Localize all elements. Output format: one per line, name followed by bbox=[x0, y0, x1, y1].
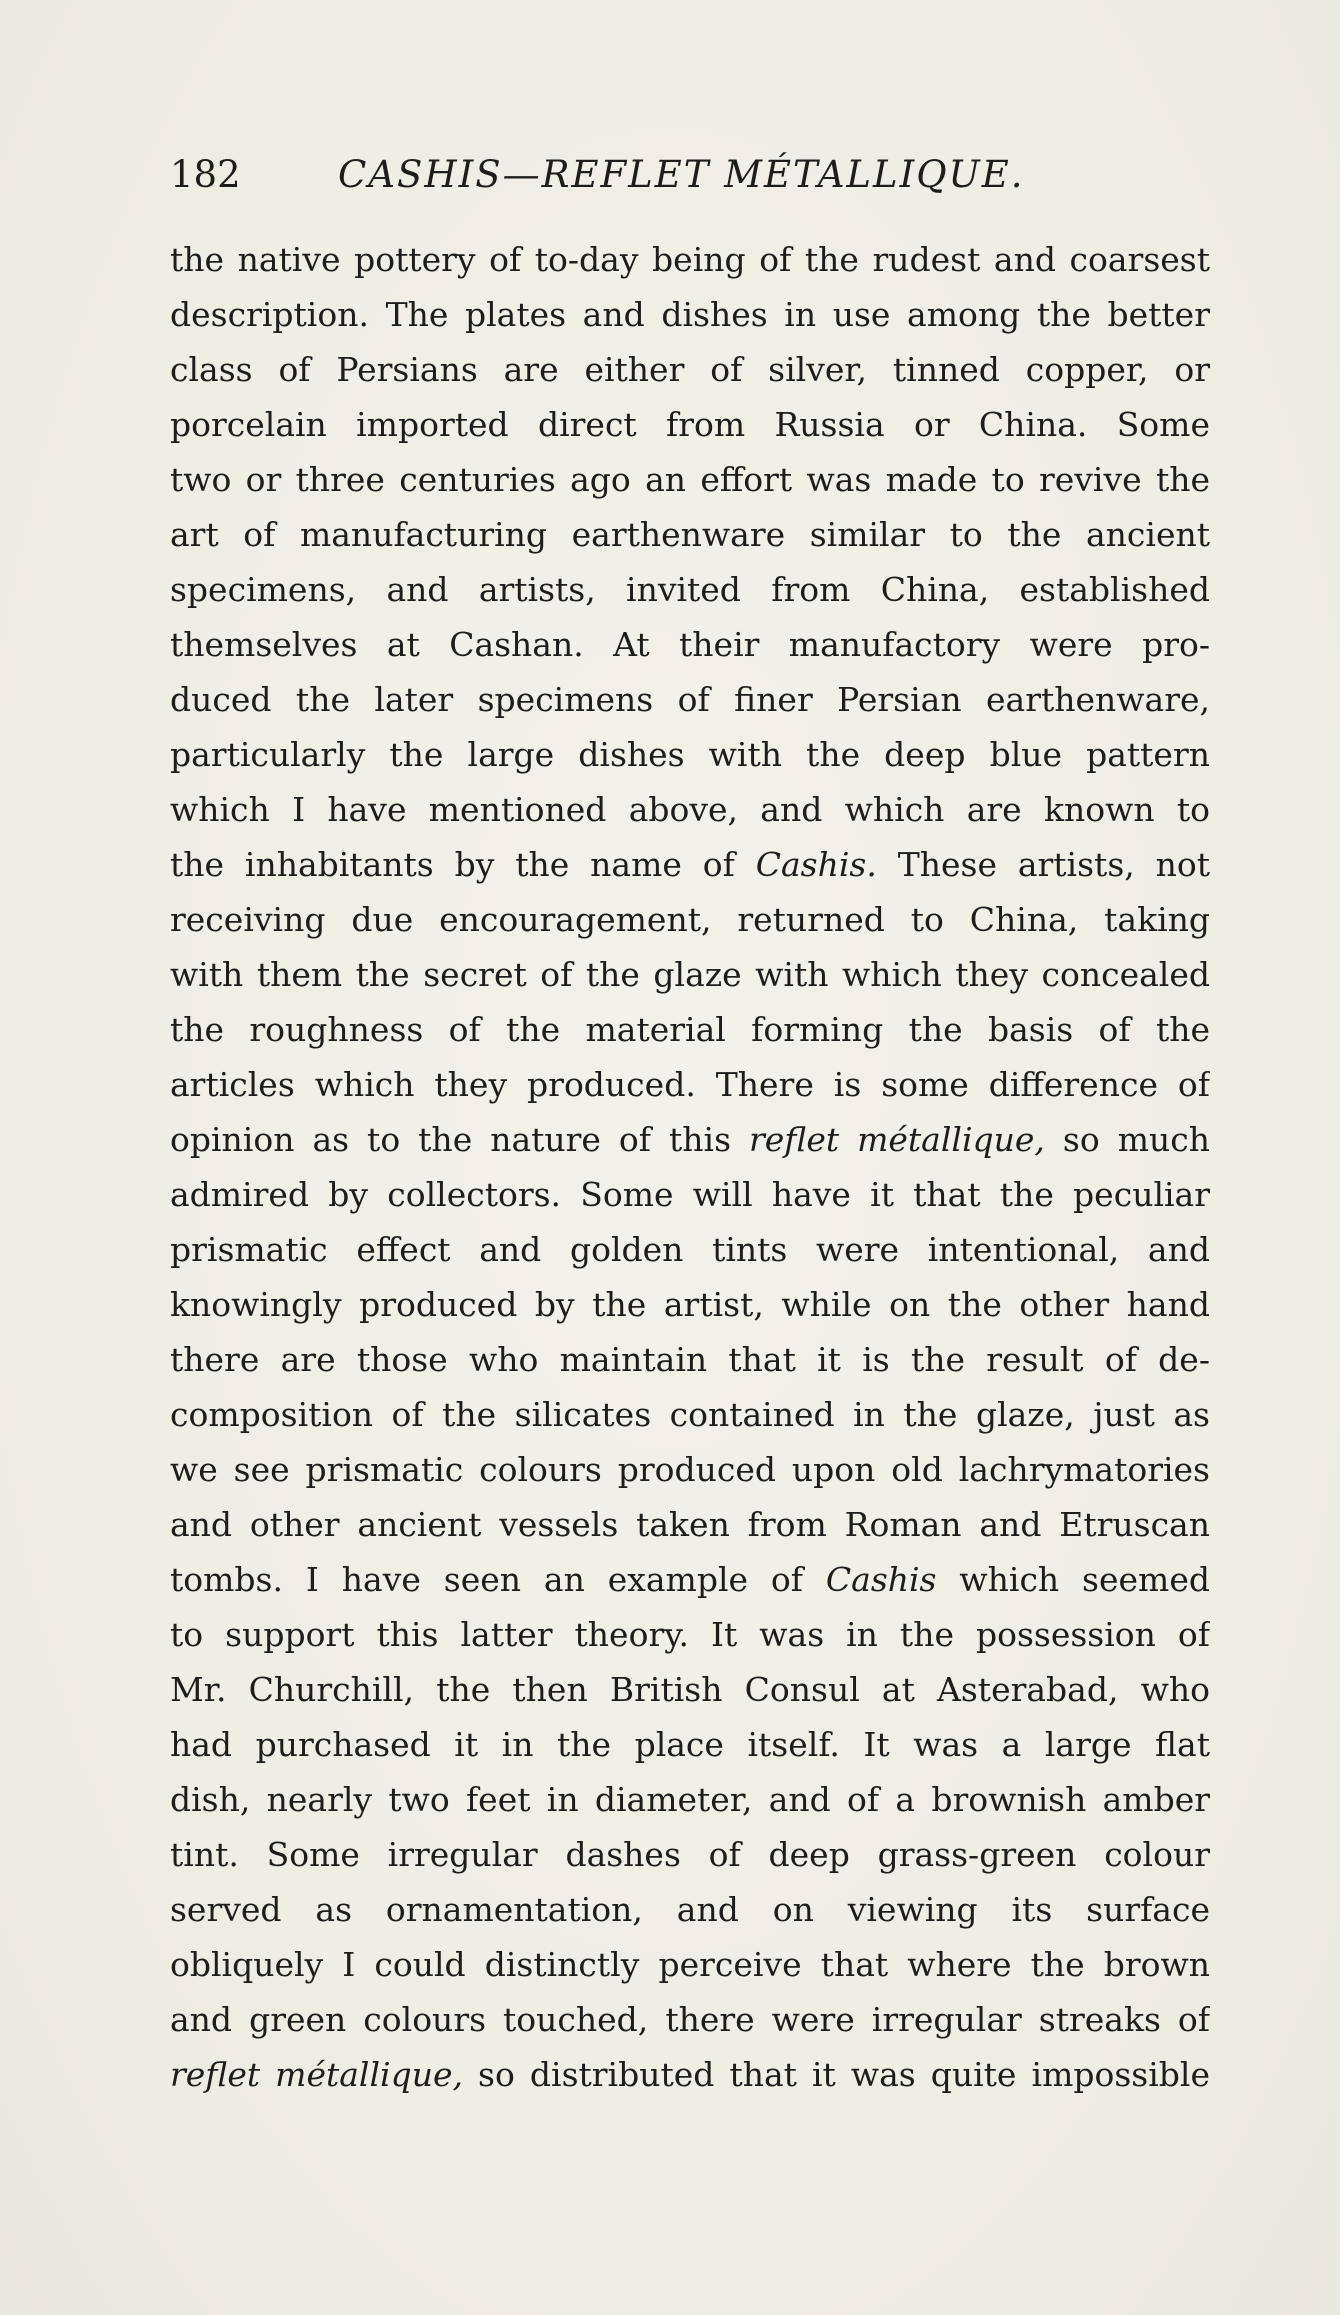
text-run: Mr. Churchill, the then British Consul at Asterabad, who bbox=[170, 1670, 1210, 1709]
text-line bbox=[170, 1057, 1210, 1112]
text-run: tombs. I have seen an example of bbox=[170, 1560, 826, 1599]
text-line bbox=[170, 672, 1210, 727]
text-line bbox=[170, 1332, 1210, 1387]
text-run: and other ancient vessels taken from Roman and Etruscan bbox=[170, 1505, 1210, 1544]
text-line bbox=[170, 452, 1210, 507]
text-line bbox=[170, 1112, 1210, 1167]
text-run: These artists, not bbox=[876, 845, 1210, 884]
text-run: duced the later specimens of finer Persian earthenware, bbox=[170, 680, 1210, 719]
running-title: CASHIS—REFLET MÉTALLIQUE. bbox=[338, 153, 1025, 196]
text-line bbox=[170, 1497, 1210, 1552]
text-line bbox=[170, 1882, 1210, 1937]
text-line bbox=[170, 342, 1210, 397]
text-run: with them the secret of the glaze with which they concealed bbox=[170, 955, 1210, 994]
text-line bbox=[170, 947, 1210, 1002]
text-run: receiving due encouragement, returned to China, taking bbox=[170, 900, 1210, 939]
text-run: two or three centuries ago an effort was made to revive the bbox=[170, 460, 1210, 499]
text-run: had purchased it in the place itself. It was a large flat bbox=[170, 1725, 1210, 1764]
text-line bbox=[170, 1772, 1210, 1827]
text-run: which seemed bbox=[936, 1560, 1210, 1599]
text-line bbox=[170, 892, 1210, 947]
text-line bbox=[170, 1002, 1210, 1057]
text-run: composition of the silicates contained in the glaze, just as bbox=[170, 1395, 1210, 1434]
text-run: served as ornamentation, and on viewing its surface bbox=[170, 1890, 1210, 1929]
italic-phrase: Cashis bbox=[825, 1560, 937, 1599]
italic-phrase: Cashis. bbox=[755, 845, 877, 884]
text-run: so much bbox=[1044, 1120, 1210, 1159]
body-text bbox=[170, 232, 1210, 2102]
running-head bbox=[170, 150, 1210, 200]
text-line bbox=[170, 1717, 1210, 1772]
text-run: obliquely I could distinctly perceive that where the brown bbox=[170, 1945, 1210, 1984]
text-run: particularly the large dishes with the deep blue pattern bbox=[170, 735, 1210, 774]
text-run: to support this latter theory. It was in the possession of bbox=[170, 1615, 1210, 1654]
text-line bbox=[170, 1662, 1210, 1717]
text-run: prismatic effect and golden tints were intentional, and bbox=[170, 1230, 1210, 1269]
text-line bbox=[170, 232, 1210, 287]
text-run: class of Persians are either of silver, tinned copper, or bbox=[170, 350, 1210, 389]
text-run: specimens, and artists, invited from China, established bbox=[170, 570, 1210, 609]
text-run: themselves at Cashan. At their manufactory were pro- bbox=[170, 625, 1210, 664]
text-line bbox=[170, 1387, 1210, 1442]
text-run: art of manufacturing earthenware similar to the ancient bbox=[170, 515, 1210, 554]
text-run: there are those who maintain that it is the result of de- bbox=[170, 1340, 1210, 1379]
text-run: description. The plates and dishes in use among the better bbox=[170, 295, 1210, 334]
text-line bbox=[170, 1442, 1210, 1497]
text-line bbox=[170, 507, 1210, 562]
text-run: so distributed that it was quite impossible bbox=[462, 2055, 1210, 2094]
text-line bbox=[170, 1827, 1210, 1882]
text-line bbox=[170, 782, 1210, 837]
text-run: which I have mentioned above, and which are known to bbox=[170, 790, 1210, 829]
text-line bbox=[170, 1167, 1210, 1222]
text-run: and green colours touched, there were irregular streaks of bbox=[170, 2000, 1210, 2039]
text-run: the native pottery of to-day being of the rudest and coarsest bbox=[170, 240, 1210, 279]
text-line bbox=[170, 1277, 1210, 1332]
text-line bbox=[170, 287, 1210, 342]
text-line bbox=[170, 617, 1210, 672]
text-line bbox=[170, 562, 1210, 617]
text-line bbox=[170, 727, 1210, 782]
page-number: 182 bbox=[170, 153, 241, 196]
text-line bbox=[170, 837, 1210, 892]
text-line bbox=[170, 1992, 1210, 2047]
text-line bbox=[170, 1552, 1210, 1607]
italic-phrase: reflet métallique, bbox=[749, 1120, 1045, 1159]
text-run: we see prismatic colours produced upon old lachrymatories bbox=[170, 1450, 1210, 1489]
text-run: the inhabitants by the name of bbox=[170, 845, 756, 884]
text-run: dish, nearly two feet in diameter, and of a brownish amber bbox=[170, 1780, 1210, 1819]
text-run: admired by collectors. Some will have it that the peculiar bbox=[170, 1175, 1210, 1214]
text-line bbox=[170, 397, 1210, 452]
italic-phrase: reflet métallique, bbox=[170, 2055, 463, 2094]
text-line bbox=[170, 1937, 1210, 1992]
text-run: tint. Some irregular dashes of deep grass-green colour bbox=[170, 1835, 1210, 1874]
text-line bbox=[170, 1222, 1210, 1277]
text-run: porcelain imported direct from Russia or China. Some bbox=[170, 405, 1210, 444]
text-run: knowingly produced by the artist, while on the other hand bbox=[170, 1285, 1210, 1324]
text-line bbox=[170, 2047, 1210, 2102]
text-run: opinion as to the nature of this bbox=[170, 1120, 749, 1159]
text-run: articles which they produced. There is some difference of bbox=[170, 1065, 1210, 1104]
text-line bbox=[170, 1607, 1210, 1662]
text-run: the roughness of the material forming the basis of the bbox=[170, 1010, 1210, 1049]
